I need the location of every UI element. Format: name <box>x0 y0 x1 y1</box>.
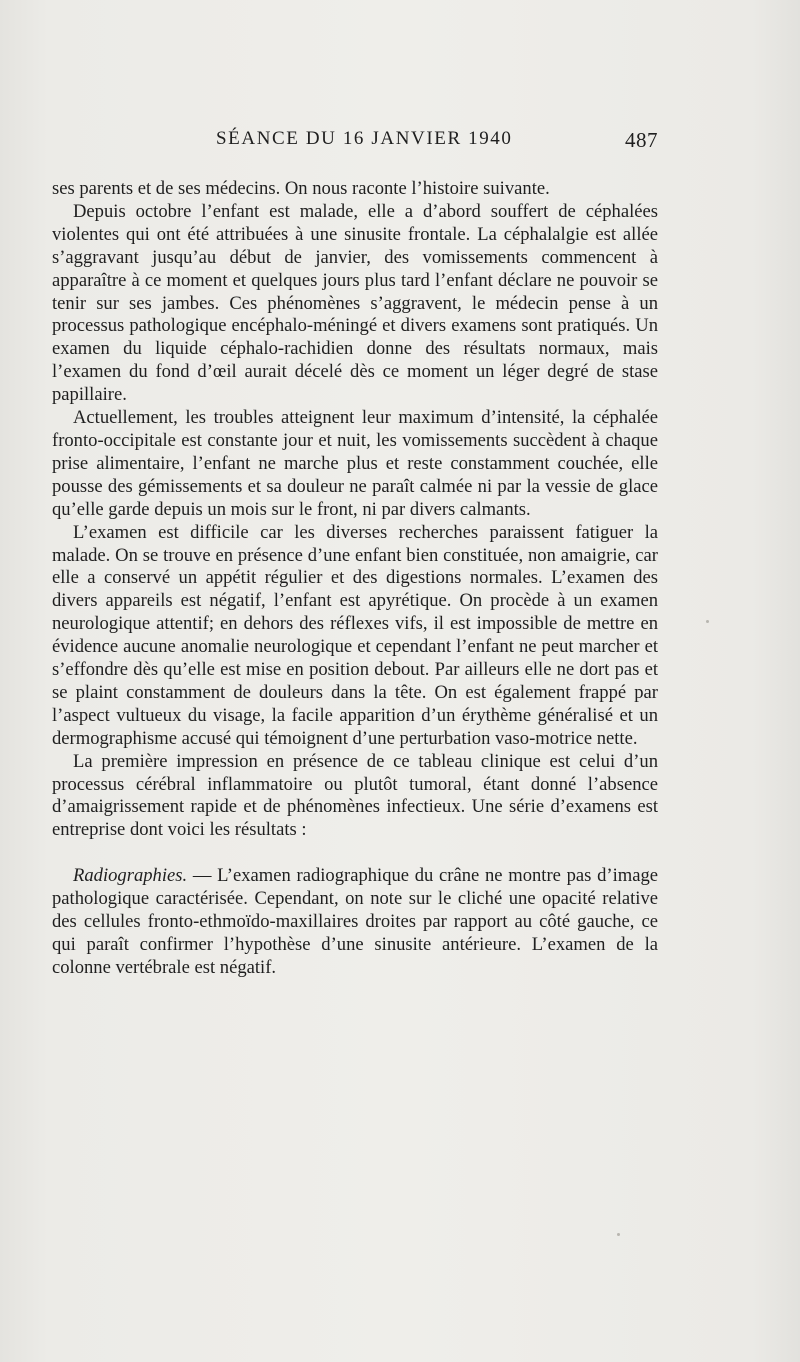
body-text <box>52 178 658 980</box>
section-lead-radiographies: Radiographies. <box>73 865 188 887</box>
section-text-radiographies: — L’examen radiographique du crâne ne montre pas d’image pathologique caractérisée. Cependant, on note sur le cliché une opacité relative des cellules fronto-ethmoïdo-maxillaires droites par rapport au côté gauche, ce qui paraît confirmer l’hypothèse d’une sinusite antérieure. L’examen de la colonne vertébrale est négatif. <box>52 865 658 978</box>
paragraph-history: Depuis octobre l’enfant est malade, elle a d’abord souffert de céphalées violentes qui ont été attribuées à une sinusite frontale. La céphalalgie est allée s’aggravant jusqu’au début de janvier, des vomissements commencent à apparaître à ce moment et quelques jours plus tard l’enfant déclare ne pouvoir se tenir sur ses jambes. Ces phénomènes s’aggravent, le médecin pense à un processus pathologique encéphalo-méningé et divers examens sont pratiqués. Un examen du liquide céphalo-rachidien donne des résultats normaux, mais l’examen du fond d’œil aurait décelé dès ce moment un léger degré de stase papillaire. <box>52 200 658 406</box>
paragraph-impression: La première impression en présence de ce tableau clinique est celui d’un processus cérébral inflammatoire ou plutôt tumoral, étant donné l’absence d’amaigrissement rapide et de phénomènes infectieux. Une série d’examens est entreprise dont voici les résultats : <box>52 750 658 841</box>
scan-speck <box>706 620 709 623</box>
page-header <box>52 128 658 158</box>
paragraph-examination: L’examen est difficile car les diverses recherches paraissent fatiguer la malade. On se trouve en présence d’une enfant bien constituée, non amaigrie, car elle a conservé un appétit régulier et des digestions normales. L’examen des divers appareils est négatif, l’enfant est apyrétique. On procède à un examen neurologique attentif; en dehors des réflexes vifs, il est impossible de mettre en évidence aucune anomalie neurologique et cependant l’enfant ne peut marcher et s’effondre dès qu’elle est mise en position debout. Par ailleurs elle ne dort pas et se plaint constamment de douleurs dans la tête. On est également frappé par l’aspect vultueux du visage, la facile apparition d’un érythème généralisé et un dermographisme accusé qui témoignent d’une perturbation vaso-motrice nette. <box>52 521 658 749</box>
scan-speck <box>617 1233 620 1236</box>
page-number: 487 <box>625 128 658 152</box>
paragraph-current-state: Actuellement, les troubles atteignent leur maximum d’intensité, la céphalée fronto-occipitale est constante jour et nuit, les vomissements succèdent à chaque prise alimentaire, l’enfant ne marche plus et reste constamment couchée, elle pousse des gémissements et sa douleur ne paraît calmée ni par la vessie de glace qu’elle garde depuis un mois sur le front, ni par divers calmants. <box>52 407 658 520</box>
paragraph-continuation: ses parents et de ses médecins. On nous raconte l’histoire suivante. <box>52 178 550 199</box>
section-radiographies <box>52 865 658 980</box>
running-head: SÉANCE DU 16 JANVIER 1940 <box>216 128 513 149</box>
